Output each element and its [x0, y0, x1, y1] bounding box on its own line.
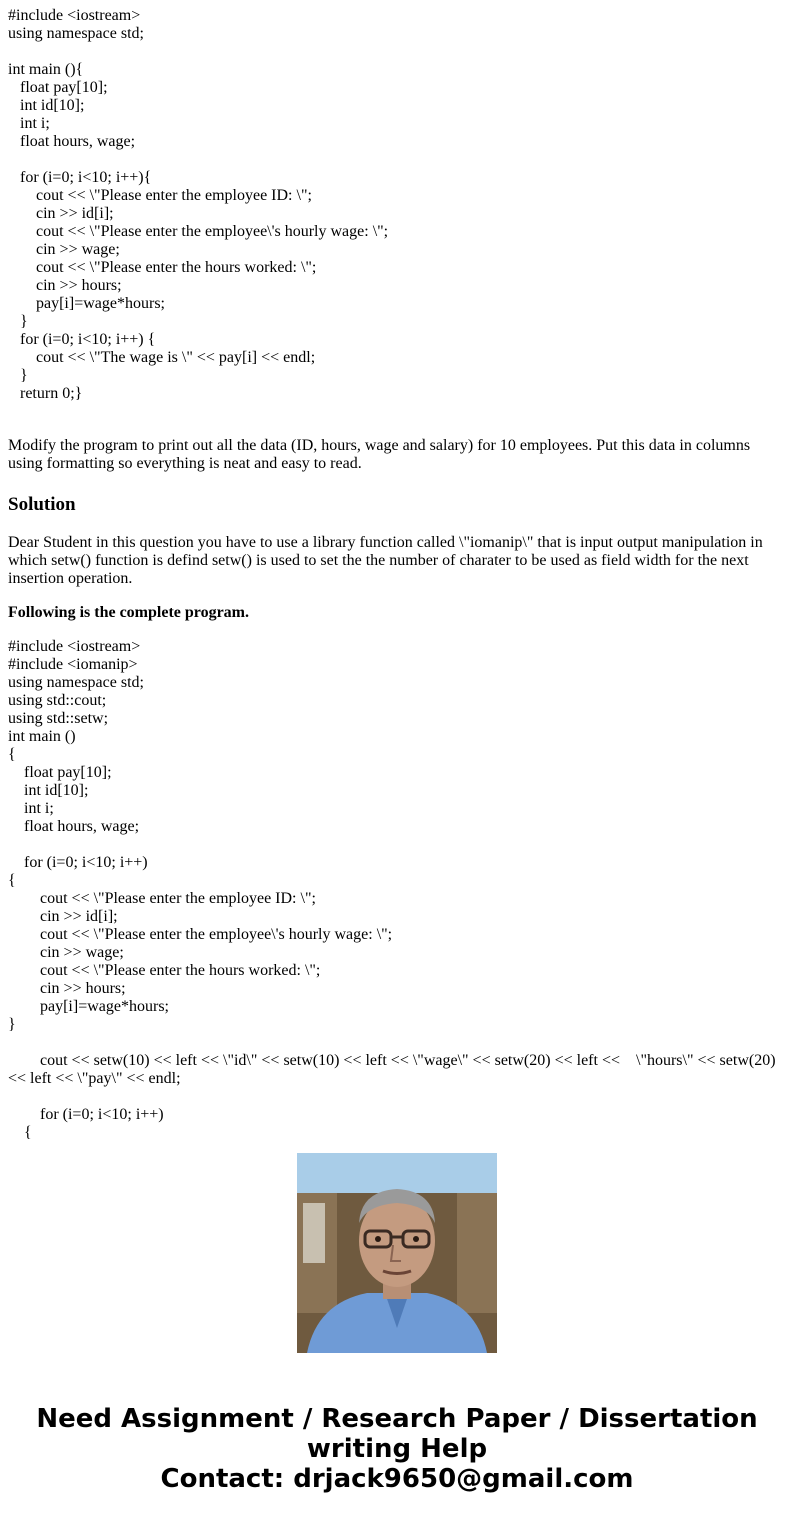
- solution-code-line: #include <iomanip>: [8, 656, 138, 673]
- question-code-line: cout << \"Please enter the hours worked: \";: [8, 259, 317, 276]
- solution-code-line: pay[i]=wage*hours;: [8, 998, 169, 1015]
- question-code-block: [8, 7, 786, 403]
- solution-code-block: [8, 638, 786, 1141]
- solution-code-line: cin >> hours;: [8, 980, 126, 997]
- solution-code-line: [8, 1034, 786, 1052]
- solution-intro: Dear Student in this question you have to use a library function called \"iomanip\" that is input output manipulation in which setw() function is defind setw() is used to set the the number of charater to be used as field width for the next insertion operation.: [8, 534, 763, 587]
- solution-code-line: cout << \"Please enter the hours worked: \";: [8, 962, 321, 979]
- question-code-line: float hours, wage;: [8, 133, 136, 150]
- solution-code-line: {: [8, 746, 16, 763]
- solution-code-line: #include <iostream>: [8, 638, 141, 655]
- solution-code-line: for (i=0; i<10; i++): [8, 1106, 164, 1123]
- question-code-line: #include <iostream>: [8, 7, 141, 24]
- promo-contact: Contact: drjack9650@gmail.com: [160, 1464, 634, 1494]
- solution-code-line: cin >> id[i];: [8, 908, 118, 925]
- solution-code-line: cout << setw(10) << left << \"id\" << setw(10) << left << \"wage\" << setw(20) << left << \"hours\" << setw(20) << left << \"pay\" << endl;: [8, 1052, 780, 1087]
- promo-banner: [0, 1404, 794, 1494]
- question-code-line: }: [8, 313, 28, 330]
- question-code-line: [8, 151, 786, 169]
- question-code-line: using namespace std;: [8, 25, 144, 42]
- question-code-line: }: [8, 367, 28, 384]
- question-code-line: for (i=0; i<10; i++){: [8, 169, 152, 186]
- question-code-line: pay[i]=wage*hours;: [8, 295, 165, 312]
- question-code-line: for (i=0; i<10; i++) {: [8, 331, 156, 348]
- solution-code-line: {: [8, 872, 16, 889]
- question-code-line: cin >> wage;: [8, 241, 120, 258]
- complete-program-label: Following is the complete program.: [8, 604, 250, 621]
- solution-heading: Solution: [8, 494, 76, 515]
- question-code-line: int main (){: [8, 61, 84, 78]
- question-text: Modify the program to print out all the data (ID, hours, wage and salary) for 10 employees. Put this data in columns using formatting so everything is neat and easy to read.: [8, 437, 751, 472]
- author-avatar: [297, 1153, 497, 1353]
- question-code-line: cout << \"The wage is \" << pay[i] << endl;: [8, 349, 316, 366]
- solution-code-line: int i;: [8, 800, 54, 817]
- solution-code-line: int id[10];: [8, 782, 89, 799]
- solution-code-line: [8, 836, 786, 854]
- promo-line-1: Need Assignment / Research Paper / Dissertation: [36, 1404, 758, 1434]
- solution-code-line: [8, 1088, 786, 1106]
- promo-line-2: writing Help: [306, 1434, 488, 1464]
- solution-code-line: cout << \"Please enter the employee\'s hourly wage: \";: [8, 926, 393, 943]
- solution-code-line: }: [8, 1016, 16, 1033]
- portrait-photo-icon: [297, 1153, 497, 1353]
- question-code-line: cout << \"Please enter the employee ID: \";: [8, 187, 312, 204]
- solution-code-line: cout << \"Please enter the employee ID: \";: [8, 890, 316, 907]
- solution-code-line: int main (): [8, 728, 76, 745]
- question-code-line: return 0;}: [8, 385, 83, 402]
- question-code-line: cin >> hours;: [8, 277, 122, 294]
- solution-code-line: using std::setw;: [8, 710, 109, 727]
- solution-code-line: float pay[10];: [8, 764, 112, 781]
- solution-code-line: {: [8, 1124, 32, 1141]
- solution-code-line: using namespace std;: [8, 674, 144, 691]
- question-code-line: float pay[10];: [8, 79, 108, 96]
- question-code-line: cout << \"Please enter the employee\'s hourly wage: \";: [8, 223, 389, 240]
- solution-code-line: using std::cout;: [8, 692, 107, 709]
- question-code-line: int id[10];: [8, 97, 85, 114]
- solution-code-line: for (i=0; i<10; i++): [8, 854, 148, 871]
- question-code-line: [8, 43, 786, 61]
- question-code-line: int i;: [8, 115, 50, 132]
- question-code-line: cin >> id[i];: [8, 205, 114, 222]
- solution-code-line: cin >> wage;: [8, 944, 124, 961]
- solution-code-line: float hours, wage;: [8, 818, 140, 835]
